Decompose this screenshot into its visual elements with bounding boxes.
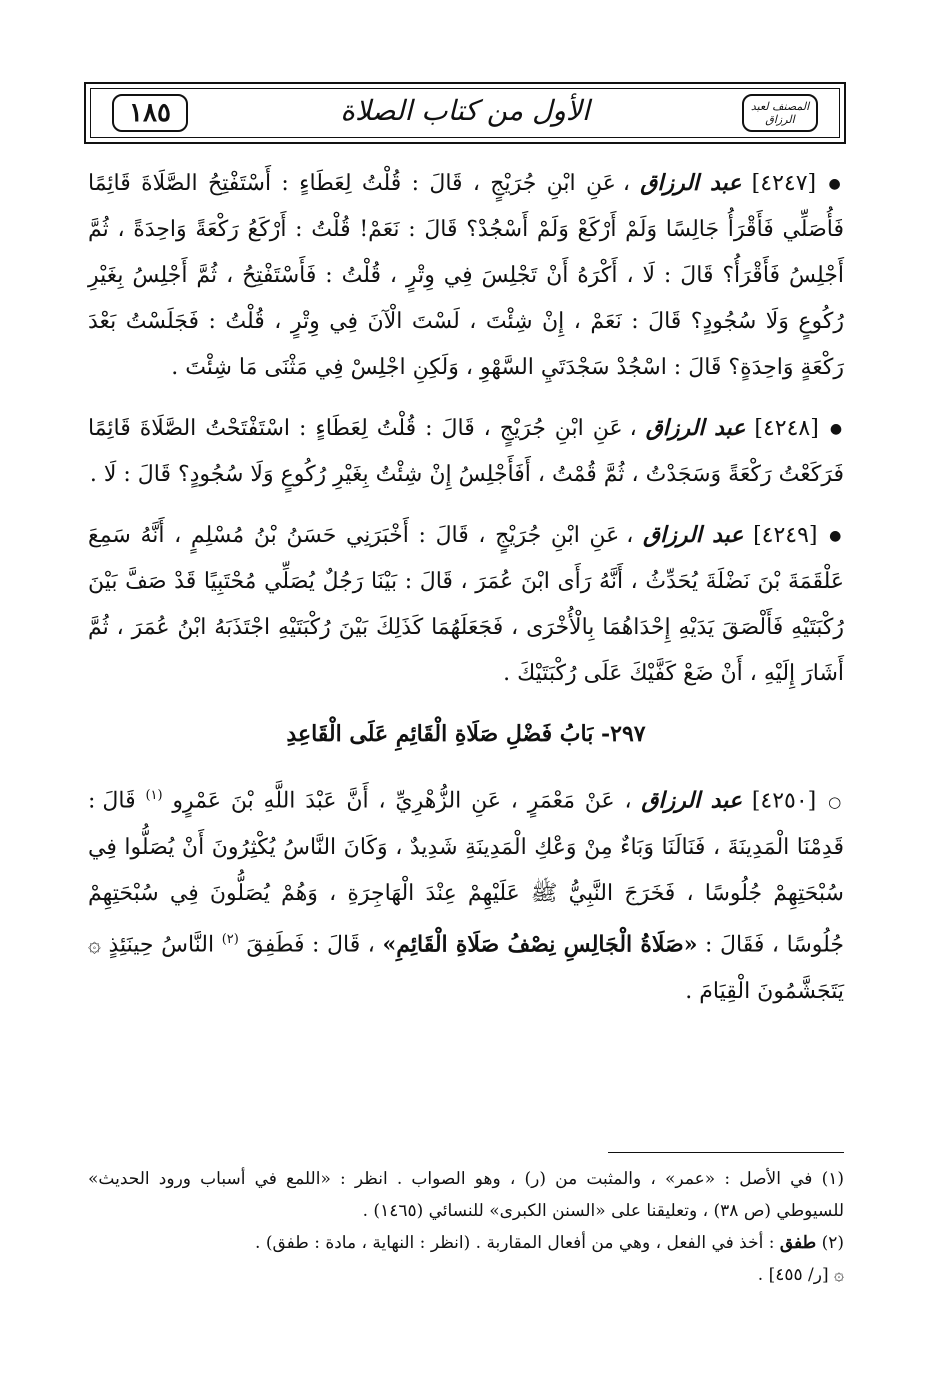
footnote-marker-2[interactable]: (٢) <box>221 932 239 948</box>
hadith-number: [٤٢٤٨] <box>754 416 819 441</box>
series-mark: المصنف لعبد الرزاق <box>750 100 810 126</box>
footnote-2 <box>88 1227 844 1259</box>
narrator-name: عبد الرزاق <box>643 522 744 548</box>
hadith-4249 <box>88 512 844 697</box>
hadith-text-b: قَالَ : قَدِمْنَا الْمَدِينَةَ ، فَنَالَنَا وَبَاءٌ مِنْ وَعْكِ الْمَدِينَةِ شَدِيدٌ ، وَكَانَ النَّاسُ يُكْثِرُونَ أَنْ يُصَلُّوا فِي سُبْحَتِهِمْ جُلُوسًا ، فَخَرَجَ النَّبِيُّ ﷺ عَلَيْهِمْ عِنْدَ الْهَاجِرَةِ ، وَهُمْ يُصَلُّونَ فِي سُبْحَتِهِمْ جُلُوسًا ، فَقَالَ : <box>88 788 844 958</box>
hadith-number: [٤٢٥٠] <box>751 788 817 814</box>
hadith-4248 <box>88 405 844 498</box>
page-number-ornament <box>90 90 210 136</box>
series-mark-box <box>742 94 818 132</box>
hadith-text-a: ، عَنْ مَعْمَرٍ ، عَنِ الزُّهْرِيِّ ، أَنَّ عَبْدَ اللَّهِ بْنَ عَمْرٍو <box>172 788 632 814</box>
page-number: ١٨٥ <box>129 98 171 128</box>
hadith-text: ، عَنِ ابْنِ جُرَيْجٍ ، قَالَ : أَخْبَرَنِي حَسَنُ بْنُ مُسْلِمٍ ، أَنَّهُ سَمِعَ عَلْقَمَةَ بْنَ نَضْلَةَ يُحَدِّثُ ، أَنَّهُ رَأَى ابْنَ عُمَرَ ، قَالَ : بَيْنَا رَجُلٌ يُصَلِّي مُحْتَبِيًا قَدْ صَفَّ بَيْنَ رُكْبَتَيْهِ فَأَلْصَقَ يَدَيْهِ إِحْدَاهُمَا بِالْأُخْرَى ، فَجَعَلَهُمَا كَذَلِكَ بَيْنَ رُكْبَتَيْهِ اجْتَذَبَهُ ابْنُ عُمَرَ ، ثُمَّ أَشَارَ إِلَيْهِ ، أَنْ ضَعْ كَفَّيْكَ عَلَى رُكْبَتَيْكَ . <box>88 523 844 686</box>
page-body <box>88 160 844 1029</box>
footnote-1: (١) في الأصل : «عمر» ، والمثبت من (ر) ، وهو الصواب . انظر : «اللمع في أسباب ورود الحديث» للسيوطي (ص ٣٨) ، وتعليقنا على «السنن الكبرى» للنسائي (١٤٦٥) . <box>88 1169 844 1221</box>
circle-marker-icon: ○ <box>828 793 845 812</box>
hadith-text-c: ، قَالَ : فَطَفِقَ <box>246 932 375 958</box>
hadith-text: ، عَنِ ابْنِ جُرَيْجٍ ، قَالَ : قُلْتُ لِعَطَاءٍ : اسْتَفْتَحْتُ الصَّلَاةَ قَائِمًا فَرَكَعْتُ رَكْعَةً وَسَجَدْتُ ، ثُمَّ قُمْتُ ، أَفَأَجْلِسُ إِنْ شِئْتُ بِغَيْرِ رُكُوعٍ وَلَا سُجُودٍ؟ قَالَ : لَا . <box>88 416 844 487</box>
footnote-divider <box>608 1152 844 1153</box>
footnote-marker-1[interactable]: (١) <box>145 788 163 803</box>
page-header <box>84 82 846 144</box>
hadith-number: [٤٢٤٩] <box>753 523 818 548</box>
prophetic-quote: «صَلَاةُ الْجَالِسِ نِصْفُ صَلَاةِ الْقَائِمِ» <box>382 931 698 958</box>
narrator-name: عبد الرزاق <box>645 415 746 441</box>
footnote-2-number: (٢) <box>821 1233 844 1253</box>
footnote-2-keyword: طفق <box>779 1233 817 1253</box>
page-number-box <box>112 94 188 132</box>
hadith-4250 <box>88 773 844 1015</box>
footnotes <box>88 1163 844 1291</box>
narrator-name: عبد الرزاق <box>640 170 742 196</box>
running-title: الأول من كتاب الصلاة <box>340 94 590 127</box>
chapter-heading: ٢٩٧- بَابُ فَضْلِ صَلَاةِ الْقَائِمِ عَلَى الْقَاعِدِ <box>286 721 646 747</box>
series-ornament <box>720 90 840 136</box>
hadith-number: [٤٢٤٧] <box>751 171 817 196</box>
hadith-text-d: النَّاسُ حِينَئِذٍ ۞ يَتَجَشَّمُونَ الْقِيَامَ . <box>88 932 844 1004</box>
hadith-text: ، عَنِ ابْنِ جُرَيْجٍ ، قَالَ : قُلْتُ لِعَطَاءٍ : أَسْتَفْتِحُ الصَّلَاةَ قَائِمًا فَأُصَلِّي فَأَقْرَأُ جَالِسًا وَلَمْ أَرْكَعْ وَلَمْ أَسْجُدْ؟ قَالَ : نَعَمْ! قُلْتُ : أَرْكَعُ رَكْعَةً وَاحِدَةً ، ثُمَّ أَجْلِسُ فَأَقْرَأُ؟ قَالَ : لَا ، أَكْرَهُ أَنْ تَجْلِسَ فِي وِتْرٍ ، قُلْتُ : فَأَسْتَفْتِحُ ، ثُمَّ أَجْلِسُ بِغَيْرِ رُكُوعٍ وَلَا سُجُودٍ؟ قَالَ : نَعَمْ ، إِنْ شِئْتَ ، لَسْتَ الْآنَ فِي وِتْرٍ ، قُلْتُ : فَجَلَسْتُ بَعْدَ رَكْعَةٍ وَاحِدَةٍ؟ قَالَ : اسْجُدْ سَجْدَتَيِ السَّهْوِ ، وَلَكِنِ اجْلِسْ فِي مَثْنَى مَا شِئْتَ . <box>88 171 844 380</box>
footnote-2-text: : أخذ في الفعل ، وهي من أفعال المقاربة . (انظر : النهاية ، مادة : طفق) . <box>255 1233 775 1253</box>
bullet-icon: ● <box>829 528 845 544</box>
bullet-icon: ● <box>829 421 845 437</box>
footnote-3: ۞ [ر/ ٤٥٥] . <box>757 1265 844 1285</box>
hadith-4247 <box>88 160 844 391</box>
bullet-icon: ● <box>828 176 844 192</box>
narrator-name: عبد الرزاق <box>641 787 742 814</box>
